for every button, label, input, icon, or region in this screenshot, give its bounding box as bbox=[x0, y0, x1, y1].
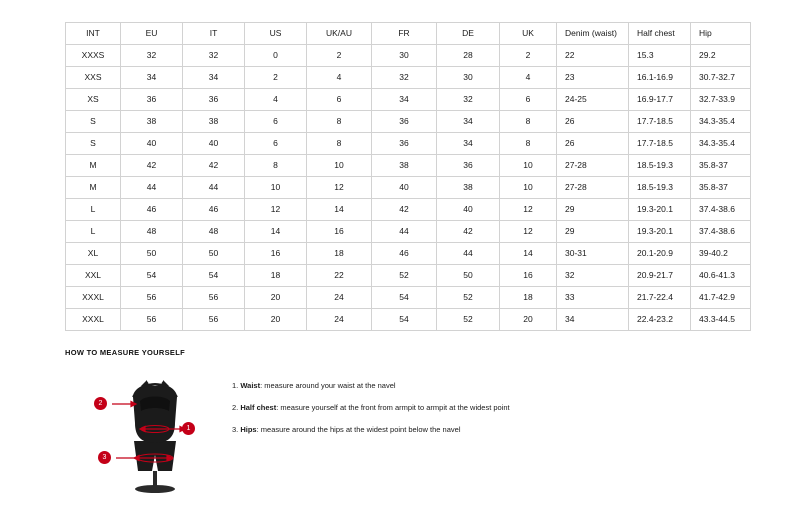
table-row bbox=[66, 45, 751, 67]
instruction-text: : measure around the hips at the widest point below the navel bbox=[256, 425, 461, 434]
table-cell: L bbox=[66, 199, 121, 221]
table-cell: XS bbox=[66, 89, 121, 111]
table-row bbox=[66, 287, 751, 309]
table-cell: 32 bbox=[121, 45, 183, 67]
table-cell: 40.6-41.3 bbox=[691, 265, 751, 287]
measure-instructions bbox=[232, 367, 510, 447]
table-cell: 10 bbox=[245, 177, 307, 199]
table-cell: 50 bbox=[183, 243, 245, 265]
table-cell: 18 bbox=[307, 243, 372, 265]
marker-3-hips: 3 bbox=[98, 451, 111, 464]
table-cell: 26 bbox=[557, 133, 629, 155]
table-cell: 30 bbox=[372, 45, 437, 67]
table-cell: 6 bbox=[307, 89, 372, 111]
table-cell: 42 bbox=[183, 155, 245, 177]
table-cell: 18.5-19.3 bbox=[629, 155, 691, 177]
table-cell: 54 bbox=[372, 309, 437, 331]
table-cell: 24 bbox=[307, 287, 372, 309]
table-cell: 16 bbox=[307, 221, 372, 243]
table-cell: 56 bbox=[121, 309, 183, 331]
column-header-fr: FR bbox=[372, 23, 437, 45]
table-cell: 20 bbox=[245, 287, 307, 309]
table-cell: 6 bbox=[500, 89, 557, 111]
table-cell: XXXL bbox=[66, 309, 121, 331]
table-cell: 36 bbox=[372, 133, 437, 155]
measure-instruction-3 bbox=[232, 425, 510, 434]
table-cell: 29.2 bbox=[691, 45, 751, 67]
table-cell: 35.8-37 bbox=[691, 155, 751, 177]
table-row bbox=[66, 67, 751, 89]
table-cell: 32 bbox=[183, 45, 245, 67]
instruction-text: : measure around your waist at the navel bbox=[260, 381, 396, 390]
table-cell: XXS bbox=[66, 67, 121, 89]
table-cell: 26 bbox=[557, 111, 629, 133]
instruction-term: Half chest bbox=[240, 403, 277, 412]
size-table bbox=[65, 22, 751, 331]
table-cell: 36 bbox=[121, 89, 183, 111]
table-cell: 19.3-20.1 bbox=[629, 221, 691, 243]
table-cell: 48 bbox=[121, 221, 183, 243]
table-cell: 12 bbox=[500, 221, 557, 243]
table-cell: 37.4-38.6 bbox=[691, 199, 751, 221]
table-cell: 20 bbox=[245, 309, 307, 331]
table-cell: 56 bbox=[183, 287, 245, 309]
table-cell: XXL bbox=[66, 265, 121, 287]
table-cell: 54 bbox=[183, 265, 245, 287]
table-cell: 20 bbox=[500, 309, 557, 331]
table-cell: S bbox=[66, 133, 121, 155]
marker-1-waist: 1 bbox=[182, 422, 195, 435]
table-cell: 16 bbox=[500, 265, 557, 287]
table-cell: 54 bbox=[121, 265, 183, 287]
table-cell: 32 bbox=[437, 89, 500, 111]
how-to-measure-section bbox=[65, 348, 765, 497]
table-cell: 21.7-22.4 bbox=[629, 287, 691, 309]
table-cell: 2 bbox=[500, 45, 557, 67]
table-cell: 42 bbox=[372, 199, 437, 221]
table-cell: XL bbox=[66, 243, 121, 265]
column-header-uk: UK bbox=[500, 23, 557, 45]
table-row bbox=[66, 111, 751, 133]
table-cell: 4 bbox=[307, 67, 372, 89]
column-header-eu: EU bbox=[121, 23, 183, 45]
table-cell: 36 bbox=[437, 155, 500, 177]
table-cell: 19.3-20.1 bbox=[629, 199, 691, 221]
table-cell: 14 bbox=[307, 199, 372, 221]
table-cell: 46 bbox=[183, 199, 245, 221]
measure-instruction-2 bbox=[232, 403, 510, 412]
table-cell: 50 bbox=[437, 265, 500, 287]
table-cell: 12 bbox=[245, 199, 307, 221]
table-cell: XXXS bbox=[66, 45, 121, 67]
table-header-row bbox=[66, 23, 751, 45]
table-row bbox=[66, 177, 751, 199]
table-cell: 56 bbox=[121, 287, 183, 309]
instruction-text: : measure yourself at the front from armpit to armpit at the widest point bbox=[276, 403, 510, 412]
column-header-int: INT bbox=[66, 23, 121, 45]
table-row bbox=[66, 89, 751, 111]
table-cell: XXXL bbox=[66, 287, 121, 309]
table-cell: 2 bbox=[245, 67, 307, 89]
table-cell: 8 bbox=[307, 133, 372, 155]
table-cell: 39-40.2 bbox=[691, 243, 751, 265]
column-header-us: US bbox=[245, 23, 307, 45]
instruction-number: 1. bbox=[232, 381, 241, 390]
table-cell: 52 bbox=[437, 309, 500, 331]
table-cell: 44 bbox=[372, 221, 437, 243]
table-cell: 46 bbox=[372, 243, 437, 265]
table-cell: 29 bbox=[557, 221, 629, 243]
table-cell: 46 bbox=[121, 199, 183, 221]
table-cell: 22 bbox=[557, 45, 629, 67]
table-cell: 50 bbox=[121, 243, 183, 265]
table-cell: 6 bbox=[245, 111, 307, 133]
table-row bbox=[66, 133, 751, 155]
table-cell: 52 bbox=[372, 265, 437, 287]
table-cell: M bbox=[66, 155, 121, 177]
table-cell: 16 bbox=[245, 243, 307, 265]
table-cell: 24 bbox=[307, 309, 372, 331]
table-cell: 24-25 bbox=[557, 89, 629, 111]
table-cell: 44 bbox=[121, 177, 183, 199]
table-cell: 54 bbox=[372, 287, 437, 309]
table-cell: 12 bbox=[500, 199, 557, 221]
table-cell: 33 bbox=[557, 287, 629, 309]
table-cell: 12 bbox=[307, 177, 372, 199]
table-cell: 30 bbox=[437, 67, 500, 89]
table-cell: 41.7-42.9 bbox=[691, 287, 751, 309]
table-cell: 43.3-44.5 bbox=[691, 309, 751, 331]
column-header-uk-au: UK/AU bbox=[307, 23, 372, 45]
table-cell: 34 bbox=[557, 309, 629, 331]
table-cell: 36 bbox=[372, 111, 437, 133]
table-cell: 23 bbox=[557, 67, 629, 89]
table-cell: 8 bbox=[500, 111, 557, 133]
column-header-denim-waist: Denim (waist) bbox=[557, 23, 629, 45]
instruction-term: Hips bbox=[240, 425, 257, 434]
table-cell: 52 bbox=[437, 287, 500, 309]
table-cell: 20.1-20.9 bbox=[629, 243, 691, 265]
table-cell: 8 bbox=[500, 133, 557, 155]
table-cell: 32.7-33.9 bbox=[691, 89, 751, 111]
table-cell: 8 bbox=[307, 111, 372, 133]
table-cell: 10 bbox=[307, 155, 372, 177]
table-cell: 38 bbox=[372, 155, 437, 177]
table-cell: 34.3-35.4 bbox=[691, 111, 751, 133]
mannequin-figure bbox=[100, 367, 210, 497]
table-cell: 28 bbox=[437, 45, 500, 67]
table-cell: 48 bbox=[183, 221, 245, 243]
table-cell: 56 bbox=[183, 309, 245, 331]
table-cell: 42 bbox=[121, 155, 183, 177]
column-header-hip: Hip bbox=[691, 23, 751, 45]
column-header-half-chest: Half chest bbox=[629, 23, 691, 45]
table-cell: 42 bbox=[437, 221, 500, 243]
instruction-term: Waist bbox=[240, 381, 261, 390]
how-to-measure-body bbox=[65, 367, 765, 497]
column-header-it: IT bbox=[183, 23, 245, 45]
table-cell: 18 bbox=[245, 265, 307, 287]
table-cell: 27-28 bbox=[557, 177, 629, 199]
table-row bbox=[66, 309, 751, 331]
table-cell: 38 bbox=[437, 177, 500, 199]
marker-2-half-chest: 2 bbox=[94, 397, 107, 410]
table-cell: 35.8-37 bbox=[691, 177, 751, 199]
table-cell: 0 bbox=[245, 45, 307, 67]
table-cell: 44 bbox=[183, 177, 245, 199]
table-cell: 10 bbox=[500, 155, 557, 177]
table-cell: 32 bbox=[372, 67, 437, 89]
table-cell: 18 bbox=[500, 287, 557, 309]
table-cell: 34 bbox=[183, 67, 245, 89]
size-chart bbox=[65, 22, 733, 331]
table-cell: 10 bbox=[500, 177, 557, 199]
table-cell: 34.3-35.4 bbox=[691, 133, 751, 155]
table-cell: 40 bbox=[372, 177, 437, 199]
table-row bbox=[66, 265, 751, 287]
table-cell: 4 bbox=[245, 89, 307, 111]
table-cell: 16.1-16.9 bbox=[629, 67, 691, 89]
table-cell: 2 bbox=[307, 45, 372, 67]
table-cell: L bbox=[66, 221, 121, 243]
table-cell: 40 bbox=[183, 133, 245, 155]
table-cell: 17.7-18.5 bbox=[629, 133, 691, 155]
table-row bbox=[66, 199, 751, 221]
table-cell: 36 bbox=[183, 89, 245, 111]
table-cell: 20.9-21.7 bbox=[629, 265, 691, 287]
table-cell: 8 bbox=[245, 155, 307, 177]
table-cell: 34 bbox=[121, 67, 183, 89]
table-row bbox=[66, 155, 751, 177]
table-row bbox=[66, 243, 751, 265]
instruction-number: 2. bbox=[232, 403, 241, 412]
table-cell: 29 bbox=[557, 199, 629, 221]
table-cell: 14 bbox=[500, 243, 557, 265]
table-cell: 4 bbox=[500, 67, 557, 89]
table-cell: 22.4-23.2 bbox=[629, 309, 691, 331]
size-table-body bbox=[66, 45, 751, 331]
table-cell: M bbox=[66, 177, 121, 199]
table-row bbox=[66, 221, 751, 243]
table-cell: 34 bbox=[437, 133, 500, 155]
instruction-number: 3. bbox=[232, 425, 241, 434]
table-cell: 34 bbox=[437, 111, 500, 133]
table-cell: 14 bbox=[245, 221, 307, 243]
table-cell: S bbox=[66, 111, 121, 133]
measure-instruction-1 bbox=[232, 381, 510, 390]
table-cell: 15.3 bbox=[629, 45, 691, 67]
table-cell: 30.7-32.7 bbox=[691, 67, 751, 89]
size-table-head bbox=[66, 23, 751, 45]
table-cell: 16.9-17.7 bbox=[629, 89, 691, 111]
table-cell: 37.4-38.6 bbox=[691, 221, 751, 243]
table-cell: 38 bbox=[183, 111, 245, 133]
how-to-measure-title: HOW TO MEASURE YOURSELF bbox=[65, 348, 185, 357]
table-cell: 17.7-18.5 bbox=[629, 111, 691, 133]
table-cell: 6 bbox=[245, 133, 307, 155]
table-cell: 22 bbox=[307, 265, 372, 287]
column-header-de: DE bbox=[437, 23, 500, 45]
table-cell: 38 bbox=[121, 111, 183, 133]
table-cell: 18.5-19.3 bbox=[629, 177, 691, 199]
table-cell: 40 bbox=[437, 199, 500, 221]
table-cell: 27-28 bbox=[557, 155, 629, 177]
table-cell: 34 bbox=[372, 89, 437, 111]
table-cell: 40 bbox=[121, 133, 183, 155]
table-cell: 32 bbox=[557, 265, 629, 287]
table-cell: 44 bbox=[437, 243, 500, 265]
table-cell: 30-31 bbox=[557, 243, 629, 265]
